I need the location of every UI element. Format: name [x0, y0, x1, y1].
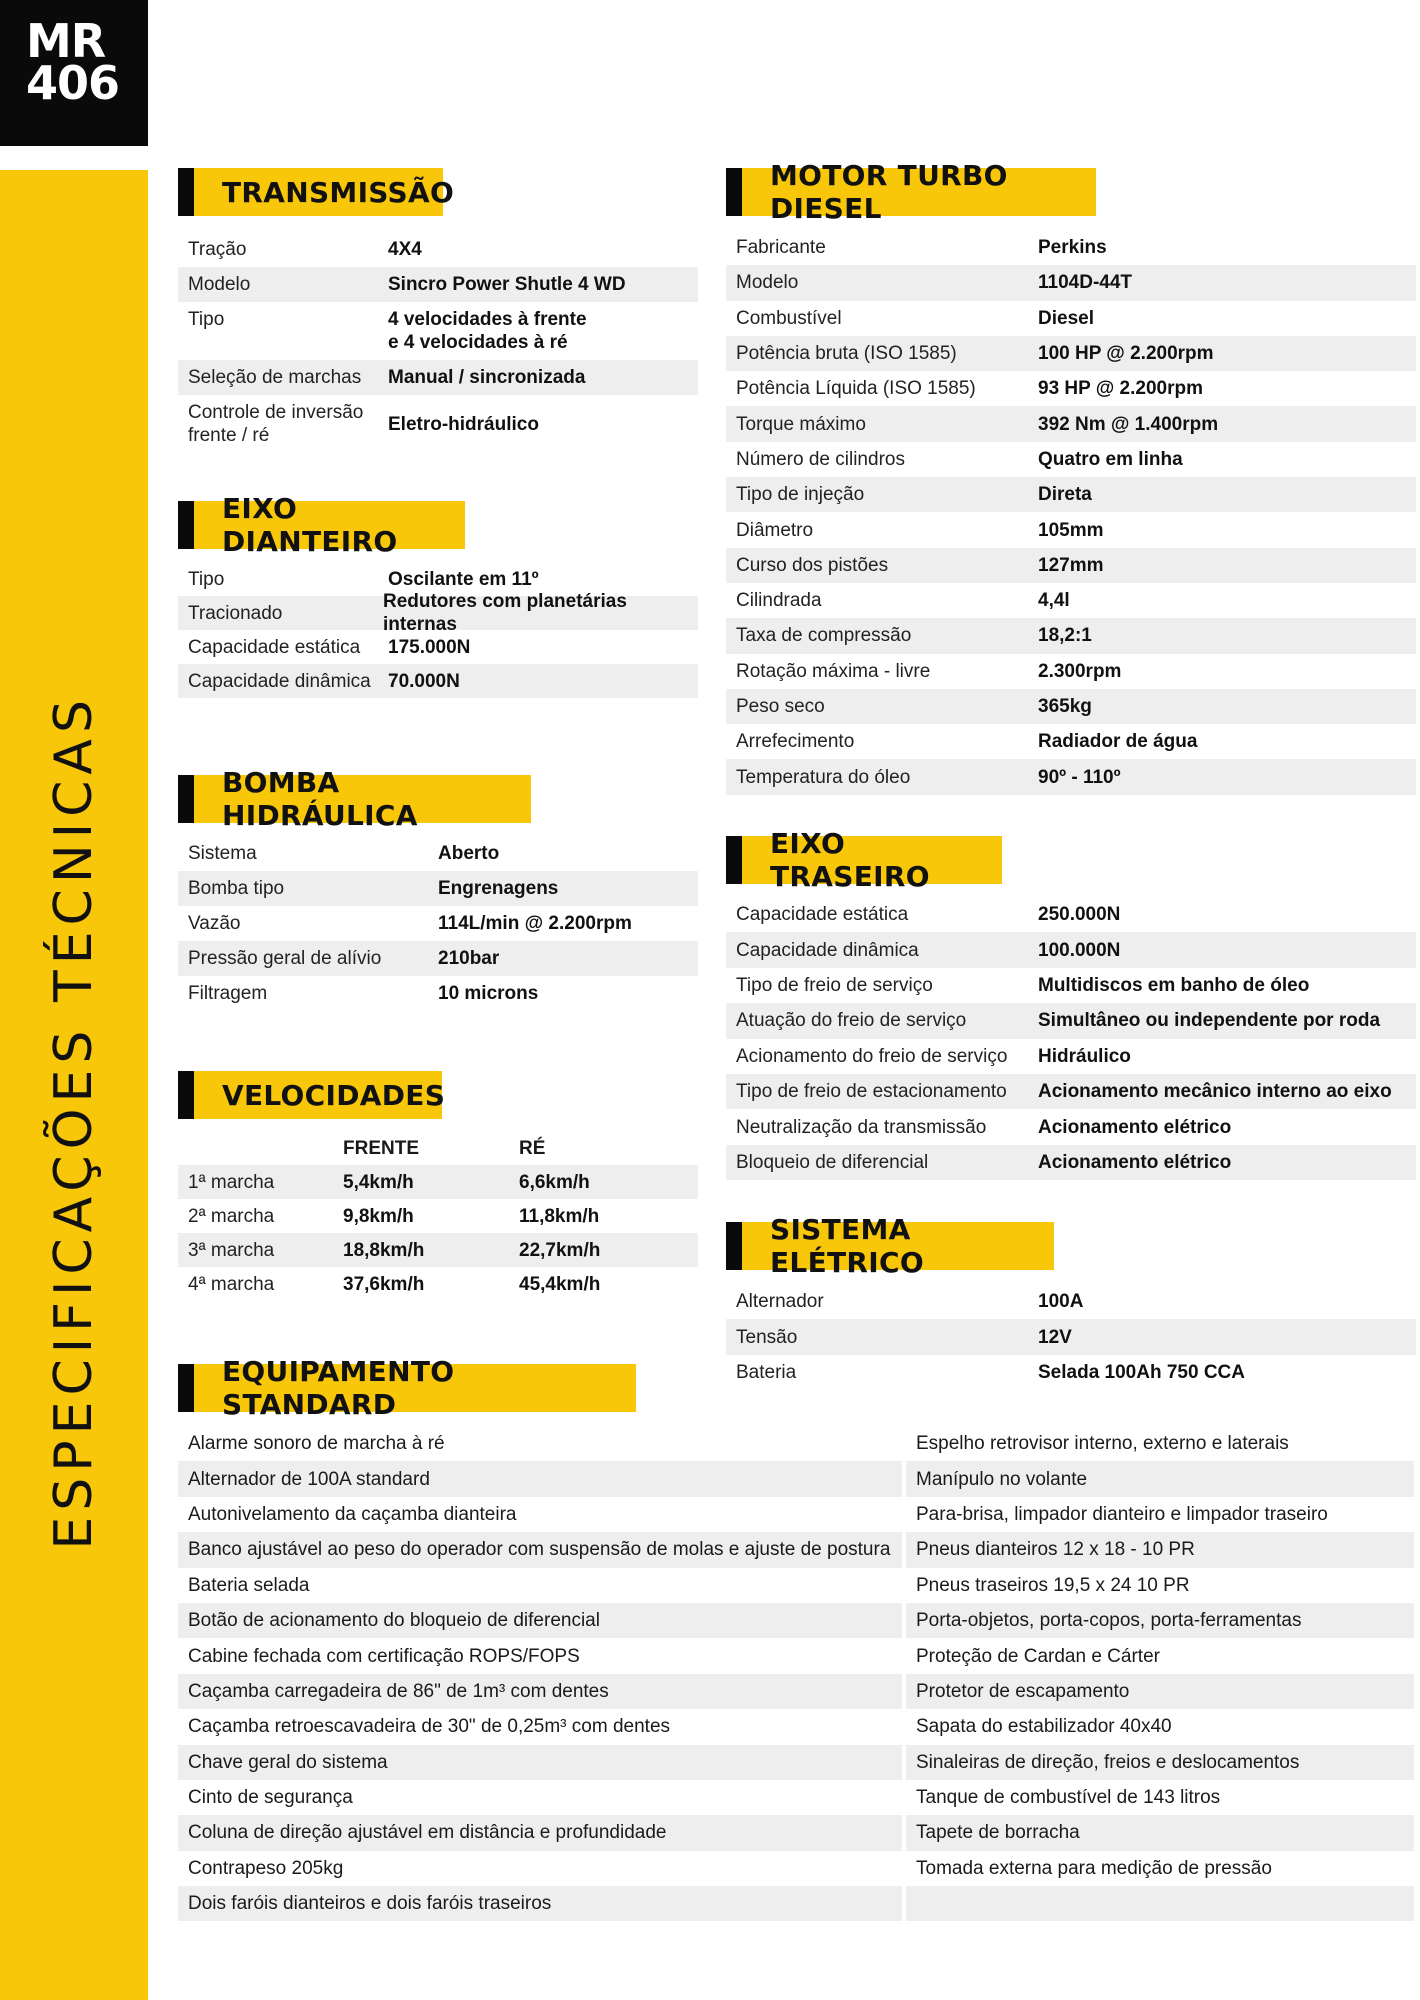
table-row [726, 301, 1416, 336]
table-row [726, 406, 1416, 441]
table-row [726, 442, 1416, 477]
list-item: Cabine fechada com certificação ROPS/FOPS [188, 1645, 580, 1667]
row-value: 10 microns [438, 983, 539, 1004]
col-re: RÉ [519, 1137, 546, 1159]
table-row [178, 302, 698, 360]
row-frente: 18,8km/h [343, 1239, 425, 1261]
velocidades-table [178, 1131, 698, 1301]
table-row [178, 232, 698, 267]
row-value: Acionamento elétrico [1038, 1151, 1232, 1173]
row-label: Potência Líquida (ISO 1585) [736, 378, 976, 400]
row-value: 90º - 110º [1038, 766, 1121, 788]
row-re: 6,6km/h [519, 1171, 590, 1193]
side-title: ESPECIFICAÇÕES TÉCNICAS [44, 694, 104, 1550]
table-row [178, 1233, 698, 1267]
table-row [726, 654, 1416, 689]
bomba-header: BOMBA HIDRÁULICA [178, 775, 531, 823]
eixo-dianteiro-header: EIXO DIANTEIRO [178, 501, 465, 549]
velocidades-rows [178, 1165, 698, 1301]
row-marcha: 3ª marcha [188, 1239, 275, 1261]
motor-table [726, 230, 1416, 795]
row-label: Bomba tipo [188, 878, 285, 899]
row-value: Direta [1038, 484, 1092, 506]
table-row [726, 512, 1416, 547]
list-item: Cinto de segurança [188, 1787, 353, 1809]
row-label: Peso seco [736, 696, 825, 717]
row-label: Número de cilindros [736, 448, 905, 470]
row-value: Perkins [1038, 237, 1107, 259]
table-row [178, 906, 698, 941]
table-row [726, 689, 1416, 724]
row-label: Seleção de marchas [188, 367, 362, 388]
table-row [726, 968, 1416, 1003]
list-item: Tanque de combustível de 143 litros [916, 1787, 1221, 1809]
list-item: Contrapeso 205kg [188, 1857, 344, 1879]
row-re: 45,4km/h [519, 1273, 601, 1295]
row-label: Acionamento do freio de serviço [736, 1045, 1008, 1067]
row-value: Quatro em linha [1038, 448, 1183, 470]
table-row [178, 267, 698, 302]
row-marcha: 1ª marcha [188, 1171, 275, 1193]
row-label: Arrefecimento [736, 731, 855, 753]
row-re: 22,7km/h [519, 1239, 601, 1261]
row-label: Capacidade dinâmica [188, 670, 371, 692]
table-row [178, 1165, 698, 1199]
table-row [178, 591, 698, 635]
velocidades-column-headers [178, 1131, 698, 1165]
velocidades-header: VELOCIDADES [178, 1071, 442, 1119]
row-label: Torque máximo [736, 413, 866, 435]
table-row [178, 664, 698, 698]
row-value: 12V [1038, 1326, 1072, 1348]
row-label: Pressão geral de alívio [188, 948, 382, 969]
row-marcha: 2ª marcha [188, 1205, 275, 1227]
table-row [726, 1355, 1416, 1390]
row-label: Capacidade dinâmica [736, 939, 919, 961]
row-label: Tipo de freio de estacionamento [736, 1081, 1007, 1103]
row-value: 105mm [1038, 519, 1104, 541]
list-item: Banco ajustável ao peso do operador com suspensão de molas e ajuste de postura [178, 1532, 902, 1567]
transmissao-table [178, 232, 698, 453]
row-value: 100A [1038, 1291, 1084, 1313]
row-value: Aberto [438, 843, 500, 864]
row-value: Hidráulico [1038, 1045, 1131, 1067]
eixo-traseiro-table [726, 897, 1416, 1180]
row-label: Tração [188, 239, 247, 260]
row-value: Manual / sincronizada [388, 367, 586, 388]
eixo-dianteiro-table [178, 562, 698, 698]
row-value: 250.000N [1038, 904, 1121, 926]
row-label: Curso dos pistões [736, 554, 889, 576]
row-value: 127mm [1038, 554, 1104, 576]
row-frente: 9,8km/h [343, 1205, 414, 1227]
row-label: Modelo [188, 274, 251, 295]
col-frente: FRENTE [343, 1137, 419, 1159]
table-row [178, 941, 698, 976]
bomba-table [178, 836, 698, 1011]
row-label: Filtragem [188, 983, 268, 1004]
row-label: Vazão [188, 913, 241, 934]
list-item: Bateria selada [188, 1574, 310, 1596]
row-value: Eletro-hidráulico [388, 413, 539, 435]
row-label: Tracionado [188, 602, 283, 624]
row-label: Sistema [188, 843, 257, 864]
list-item: Protetor de escapamento [906, 1674, 1414, 1709]
table-row [726, 759, 1416, 794]
row-label: Bloqueio de diferencial [736, 1151, 929, 1173]
table-row [726, 583, 1416, 618]
row-label: Potência bruta (ISO 1585) [736, 343, 957, 365]
row-value: 93 HP @ 2.200rpm [1038, 378, 1203, 400]
row-value: Sincro Power Shutle 4 WD [388, 274, 626, 295]
table-row [178, 1267, 698, 1301]
table-row [726, 1284, 1416, 1319]
row-label: Rotação máxima - livre [736, 660, 931, 682]
row-value: Redutores com planetárias internas [382, 591, 627, 635]
row-label: Tipo de injeção [736, 484, 865, 506]
row-value: 4 velocidades à frente e 4 velocidades à ré [388, 309, 587, 353]
row-value: 114L/min @ 2.200rpm [438, 913, 632, 934]
list-item: Dois faróis dianteiros e dois faróis traseiros [178, 1886, 902, 1921]
list-item: Alternador de 100A standard [178, 1461, 902, 1496]
row-value: Oscilante em 11º [388, 568, 539, 590]
row-value: Acionamento elétrico [1038, 1116, 1232, 1138]
table-row [178, 836, 698, 871]
table-row [726, 1109, 1416, 1144]
list-item: Para-brisa, limpador dianteiro e limpador traseiro [916, 1503, 1328, 1525]
row-value: 175.000N [388, 636, 471, 658]
row-label: Tipo [188, 568, 225, 590]
table-row [726, 897, 1416, 932]
row-re: 11,8km/h [519, 1205, 600, 1227]
row-value: 392 Nm @ 1.400rpm [1038, 413, 1219, 435]
list-item: Sinaleiras de direção, freios e deslocamentos [906, 1745, 1414, 1780]
eixo-traseiro-header: EIXO TRASEIRO [726, 836, 1002, 884]
table-row [726, 1039, 1416, 1074]
row-value: 100.000N [1038, 939, 1121, 961]
table-row [726, 932, 1416, 967]
table-row [726, 724, 1416, 759]
row-label: Bateria [736, 1361, 797, 1383]
row-value: Engrenagens [438, 878, 559, 899]
row-value: Selada 100Ah 750 CCA [1038, 1361, 1245, 1383]
table-row [178, 976, 698, 1011]
table-row [726, 265, 1416, 300]
logo-line-2: 406 [26, 56, 120, 110]
row-value: 70.000N [388, 670, 460, 692]
row-label: Diâmetro [736, 519, 814, 541]
row-value: 4X4 [388, 239, 422, 260]
row-label: Neutralização da transmissão [736, 1116, 987, 1138]
table-row [178, 395, 698, 453]
brand-logo [0, 0, 148, 146]
eletrico-table [726, 1284, 1416, 1390]
table-row [726, 371, 1416, 406]
list-item: Autonivelamento da caçamba dianteira [188, 1503, 517, 1525]
row-value: 365kg [1038, 696, 1092, 717]
row-value: 210bar [438, 948, 500, 969]
list-item: Alarme sonoro de marcha à ré [188, 1433, 445, 1455]
table-row [726, 618, 1416, 653]
row-value: Radiador de água [1038, 731, 1198, 753]
equipamento-list-right [906, 1426, 1414, 1921]
list-item: Caçamba retroescavadeira de 30" de 0,25m³ com dentes [188, 1716, 671, 1738]
eletrico-header: SISTEMA ELÉTRICO [726, 1222, 1054, 1270]
list-item: Caçamba carregadeira de 86" de 1m³ com dentes [178, 1674, 902, 1709]
table-row [726, 1074, 1416, 1109]
row-label: Tensão [736, 1326, 798, 1348]
row-value: Diesel [1038, 307, 1094, 329]
table-row [726, 548, 1416, 583]
table-row [726, 1003, 1416, 1038]
row-frente: 37,6km/h [343, 1273, 425, 1295]
equipamento-list-left [178, 1426, 902, 1921]
list-item: Porta-objetos, porta-copos, porta-ferramentas [906, 1603, 1414, 1638]
row-label: Modelo [736, 272, 799, 294]
table-row [726, 336, 1416, 371]
row-label: Tipo de freio de serviço [736, 974, 933, 996]
table-row [726, 230, 1416, 265]
list-item [906, 1886, 1414, 1921]
row-label: Fabricante [736, 237, 826, 259]
row-label: Combustível [736, 307, 842, 329]
row-value: 1104D-44T [1038, 272, 1133, 294]
row-label: Controle de inversão frente / ré [188, 402, 364, 446]
list-item: Tapete de borracha [906, 1815, 1414, 1850]
row-label: Temperatura do óleo [736, 766, 911, 788]
table-row [178, 1199, 698, 1233]
row-label: Atuação do freio de serviço [736, 1010, 967, 1032]
list-item: Coluna de direção ajustável em distância e profundidade [178, 1815, 902, 1850]
table-row [178, 871, 698, 906]
list-item: Botão de acionamento do bloqueio de diferencial [178, 1603, 902, 1638]
list-item: Pneus traseiros 19,5 x 24 10 PR [916, 1574, 1190, 1596]
row-marcha: 4ª marcha [188, 1273, 275, 1295]
equipamento-header: EQUIPAMENTO STANDARD [178, 1364, 636, 1412]
table-row [178, 360, 698, 395]
row-value: 2.300rpm [1038, 660, 1122, 682]
list-item: Chave geral do sistema [178, 1745, 902, 1780]
row-label: Capacidade estática [188, 636, 361, 658]
row-label: Cilindrada [736, 590, 822, 612]
row-label: Alternador [736, 1291, 824, 1313]
list-item: Tomada externa para medição de pressão [916, 1857, 1272, 1879]
row-value: Acionamento mecânico interno ao eixo [1038, 1081, 1392, 1103]
row-value: 4,4l [1038, 590, 1070, 612]
row-frente: 5,4km/h [343, 1171, 414, 1193]
row-value: Multidiscos em banho de óleo [1038, 974, 1310, 996]
table-row [726, 1145, 1416, 1180]
list-item: Proteção de Cardan e Cárter [916, 1645, 1160, 1667]
row-value: 18,2:1 [1038, 625, 1092, 647]
list-item: Sapata do estabilizador 40x40 [916, 1716, 1172, 1738]
row-label: Capacidade estática [736, 904, 909, 926]
logo-line-1: MR [26, 14, 106, 68]
table-row [726, 477, 1416, 512]
row-value: Simultâneo ou independente por roda [1038, 1010, 1381, 1032]
side-title-wrap [0, 170, 148, 1550]
table-row [726, 1319, 1416, 1354]
motor-header: MOTOR TURBO DIESEL [726, 168, 1096, 216]
row-label: Tipo [188, 309, 225, 330]
list-item: Pneus dianteiros 12 x 18 - 10 PR [906, 1532, 1414, 1567]
list-item: Espelho retrovisor interno, externo e laterais [916, 1433, 1289, 1455]
list-item: Manípulo no volante [906, 1461, 1414, 1496]
transmissao-header: TRANSMISSÃO [178, 168, 443, 216]
row-label: Taxa de compressão [736, 625, 912, 647]
row-value: 100 HP @ 2.200rpm [1038, 343, 1214, 365]
